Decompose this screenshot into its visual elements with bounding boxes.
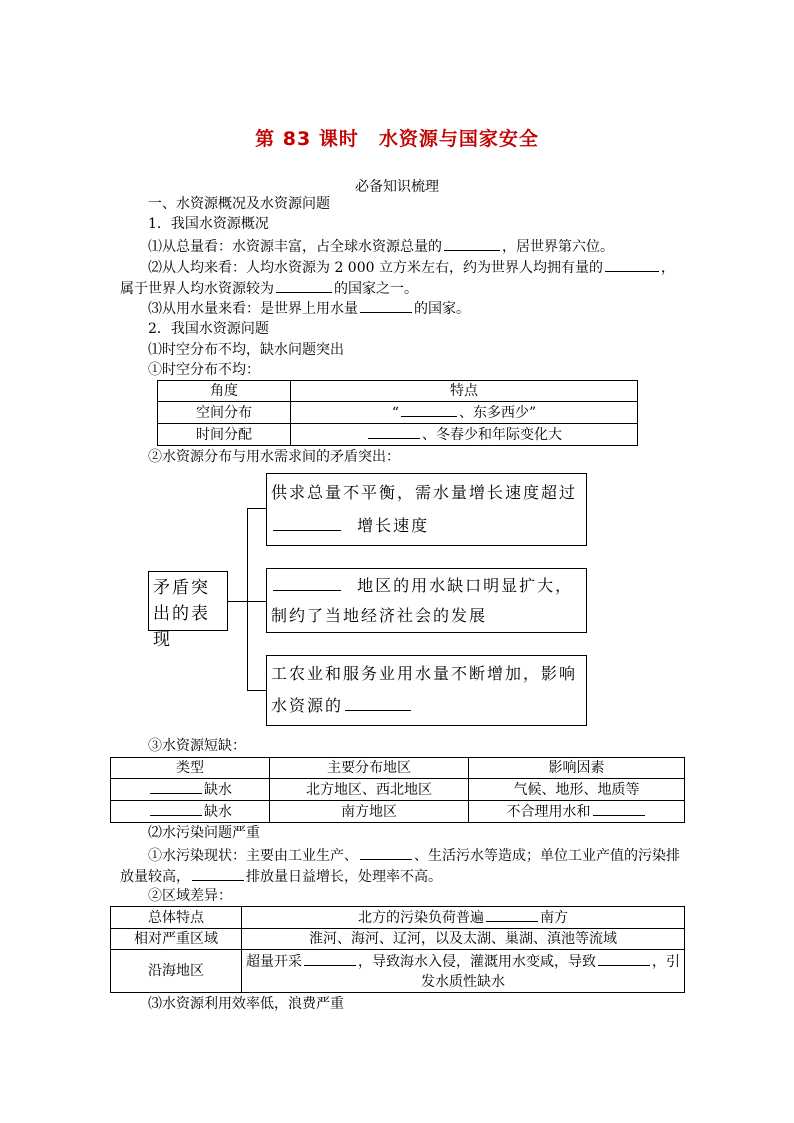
blank-field[interactable] (192, 866, 244, 881)
table-cell (469, 801, 685, 823)
blank-field[interactable] (593, 801, 645, 816)
text: 北方的污染负荷普遍 (358, 910, 484, 926)
heading-efficiency: ⑶水资源利用效率低，浪费严重 (148, 996, 344, 1012)
table-cell (242, 907, 685, 929)
blank-field[interactable] (360, 298, 412, 313)
blank-field[interactable] (276, 278, 332, 293)
text: ， (660, 260, 675, 276)
blank-field[interactable] (345, 696, 411, 711)
blank-field[interactable] (598, 951, 650, 966)
blank-field[interactable] (304, 951, 356, 966)
blank-field[interactable] (150, 779, 202, 794)
blank-field[interactable] (444, 236, 500, 251)
blank-field[interactable] (486, 907, 538, 922)
text: 缺水 (204, 804, 232, 820)
diagram-root-box: 矛盾突出的表现 (148, 571, 228, 631)
item-per-capita (148, 257, 675, 278)
text: ，居世界第六位。 (502, 239, 614, 255)
text: 的国家之一。 (334, 281, 418, 297)
item-usage (148, 298, 470, 319)
table-header: 特点 (291, 381, 638, 402)
sub-item-region: ②区域差异： (148, 888, 232, 904)
table-cell: 总体特点 (111, 907, 242, 929)
table-cell: 相对严重区域 (111, 929, 242, 950)
text: “ (391, 405, 399, 421)
text: 缺水 (204, 782, 232, 798)
table-cell (291, 402, 638, 424)
connector-line (247, 508, 248, 691)
table-shortage (110, 757, 685, 823)
table-cell (242, 950, 685, 993)
connector-line (247, 508, 267, 509)
table-header: 主要分布地区 (270, 758, 469, 779)
blank-field[interactable] (273, 576, 341, 591)
table-cell: 空间分布 (158, 402, 291, 424)
table-spacetime (157, 380, 638, 446)
text: ①水污染现状：主要由工业生产、 (148, 848, 358, 864)
blank-field[interactable] (150, 801, 202, 816)
connector-line (247, 601, 267, 602)
table-header: 类型 (111, 758, 270, 779)
blank-field[interactable] (368, 424, 420, 439)
heading-pollution: ⑵水污染问题严重 (148, 825, 260, 841)
text: 超量开采 (246, 953, 302, 970)
text: 属于世界人均水资源较为 (120, 281, 274, 297)
text: 放量较高， (120, 869, 190, 885)
diagram-box-region (266, 568, 587, 633)
text: 供求总量不平衡，需水量增长速度超过 (271, 483, 578, 502)
text: 发水质性缺水 (421, 973, 505, 990)
text: 南方 (540, 910, 568, 926)
table-cell (111, 779, 270, 801)
text: ，导致海水入侵，灌溉用水变咸，导致 (358, 953, 596, 970)
text: ，引 (652, 953, 680, 970)
text: 、东多西少” (459, 405, 537, 421)
text: ⑵从人均来看：人均水资源为 2 000 立方米左右，约为世界人均拥有量的 (148, 260, 603, 276)
table-cell: 气候、地形、地质等 (469, 779, 685, 801)
table-header: 角度 (158, 381, 291, 402)
sub-item-3: ③水资源短缺： (148, 738, 246, 754)
text: 工农业和服务业用水量不断增加，影响水资源的 (271, 664, 578, 715)
connector-line (247, 690, 267, 691)
table-cell: 南方地区 (270, 801, 469, 823)
text: 增长速度 (357, 516, 430, 535)
table-cell: 时间分配 (158, 424, 291, 446)
diagram-box-supply (266, 473, 587, 546)
heading-1-1: 1．我国水资源概况 (148, 216, 269, 232)
table-cell (291, 424, 638, 446)
text: 排放量日益增长，处理率不高。 (246, 869, 442, 885)
pollution-status (148, 845, 680, 866)
text: 、生活污水等造成；单位工业产值的污染排 (414, 848, 680, 864)
item-per-capita-cont (120, 278, 418, 299)
connector-line (228, 601, 248, 602)
diagram-box-usage (266, 655, 587, 726)
table-region-diff (110, 906, 685, 993)
sub-item-2: ②水资源分布与用水需求间的矛盾突出： (148, 449, 400, 465)
heading-1: 一、水资源概况及水资源问题 (148, 196, 330, 212)
table-header: 影响因素 (469, 758, 685, 779)
table-cell: 沿海地区 (111, 950, 242, 993)
section-subtitle: 必备知识梳理 (355, 179, 439, 195)
text: 的国家。 (414, 301, 470, 317)
text: 、冬春少和年际变化大 (422, 427, 562, 443)
item-total (148, 236, 614, 257)
text: ⑴从总量看：水资源丰富，占全球水资源总量的 (148, 239, 442, 255)
text: 地区的用水缺口明显扩大，制约了当地经济社会的发展 (271, 576, 574, 625)
blank-field[interactable] (605, 257, 659, 272)
table-cell: 淮河、海河、辽河，以及太湖、巢湖、滇池等流域 (242, 929, 685, 950)
sub-item-1: ①时空分布不均： (148, 362, 260, 378)
text: ⑶从用水量来看：是世界上用水量 (148, 301, 358, 317)
page-title: 第 83 课时 水资源与国家安全 (255, 128, 539, 150)
heading-1-2: 2．我国水资源问题 (148, 321, 269, 337)
pollution-status-cont (120, 866, 442, 887)
blank-field[interactable] (401, 402, 457, 417)
table-cell (111, 801, 270, 823)
heading-distribution: ⑴时空分布不均，缺水问题突出 (148, 342, 344, 358)
blank-field[interactable] (273, 516, 341, 531)
table-cell: 北方地区、西北地区 (270, 779, 469, 801)
text: 不合理用水和 (506, 804, 591, 820)
blank-field[interactable] (360, 845, 412, 860)
